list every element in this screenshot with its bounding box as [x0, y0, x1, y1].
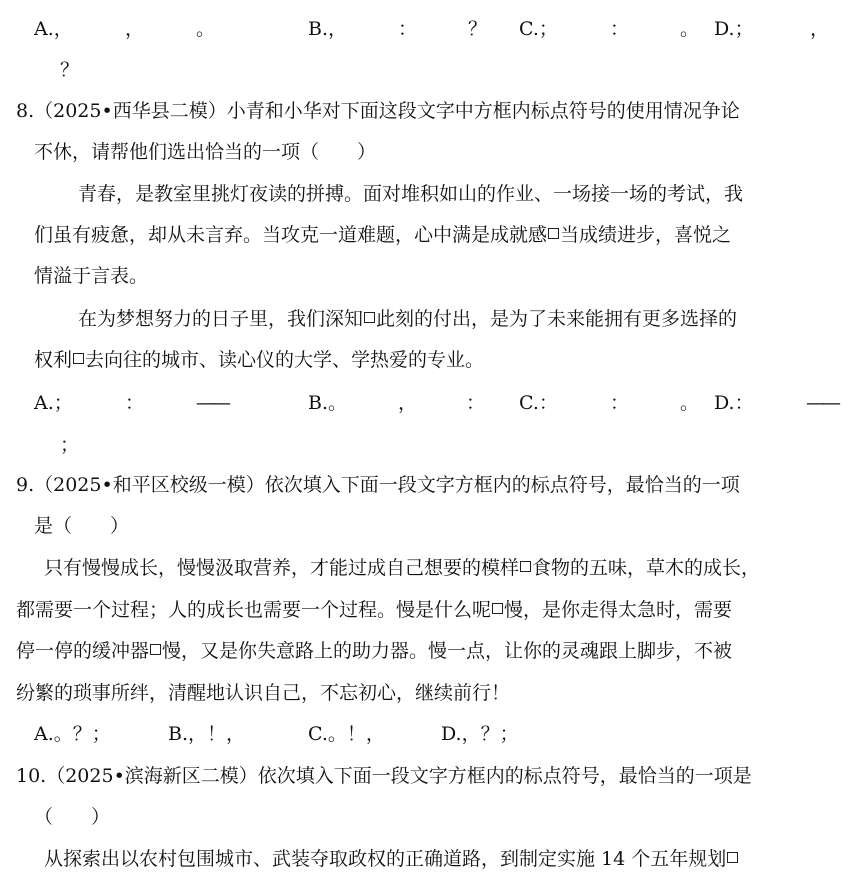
- blank-box: [150, 644, 161, 655]
- q8-option-c-p2: ：: [610, 392, 630, 414]
- q8-passage-p1-line3: 情溢于言表。: [34, 265, 149, 287]
- q7-option-b-p3: ？: [468, 18, 488, 40]
- q8-option-b[interactable]: B.。: [308, 392, 348, 414]
- q9-passage-line3: 停一停的缓冲器 慢，又是你失意路上的助力器。慢一点，让你的灵魂跟上脚步，不被: [16, 640, 733, 662]
- q9-option-c[interactable]: C.。！，: [308, 723, 385, 745]
- q7-option-d-p2: ，: [810, 18, 830, 40]
- q10-stem-line1: 10.（2025•滨海新区二模）依次填入下面一段文字方框内的标点符号，最恰当的一项是: [16, 765, 752, 787]
- q10-stem-line2: （ ）: [34, 806, 111, 828]
- q8-option-d-overflow: ；: [60, 434, 80, 456]
- blank-box: [548, 228, 559, 239]
- q9-passage-line1: 只有慢慢成长，慢慢汲取营养，才能过成自己想要的模样 食物的五味，草木的成长，: [44, 557, 761, 579]
- q8-passage-p1-line1: 青春，是教室里挑灯夜读的拼搏。面对堆积如山的作业、一场接一场的考试，我: [78, 183, 744, 205]
- q8-option-a-p2: ：: [125, 392, 145, 414]
- q8-passage-p2-line1: 在为梦想努力的日子里，我们深知 此刻的付出，是为了未来能拥有更多选择的: [78, 308, 738, 330]
- blank-box: [364, 312, 375, 323]
- q7-option-c-p3: 。: [680, 18, 700, 40]
- q9-stem-line1: 9.（2025•和平区校级一模）依次填入下面一段文字方框内的标点符号，最恰当的一项: [16, 474, 740, 496]
- q7-option-a-p3: 。: [196, 18, 216, 40]
- q7-option-d-overflow: ？: [60, 59, 80, 81]
- q9-option-b[interactable]: B.，！，: [168, 723, 246, 745]
- q9-option-d[interactable]: D.，？；: [441, 723, 519, 745]
- q9-passage-line2: 都需要一个过程；人的成长也需要一个过程。慢是什么呢 慢，是你走得太急时，需要: [16, 599, 733, 621]
- q8-option-d[interactable]: D.：: [714, 392, 754, 414]
- q7-option-b-p2: ：: [398, 18, 418, 40]
- q7-option-b[interactable]: B.，: [308, 18, 348, 40]
- q8-passage-p2-line2: 权利 去向往的城市、读心仪的大学、学热爱的专业。: [34, 349, 485, 371]
- q8-stem-line1: 8.（2025•西华县二模）小青和小华对下面这段文字中方框内标点符号的使用情况争论: [16, 100, 740, 122]
- q8-option-a[interactable]: A.；: [34, 392, 73, 414]
- q8-passage-p1-line2: 们虽有疲惫，却从未言弃。当攻克一道难题，心中满是成就感 当成绩进步，喜悦之: [34, 224, 732, 246]
- blank-box: [727, 852, 738, 863]
- q8-option-b-p3: ：: [466, 392, 486, 414]
- blank-box: [520, 561, 531, 572]
- q7-option-a-p2: ，: [125, 18, 145, 40]
- q7-option-d[interactable]: D.；: [714, 18, 754, 40]
- q10-passage-line1: 从探索出以农村包围城市、武装夺取政权的正确道路，到制定实施 14 个五年规划: [44, 846, 739, 872]
- q9-stem-line2: 是（ ）: [34, 515, 130, 537]
- q9-passage-line4: 纷繁的琐事所绊，清醒地认识自己，不忘初心，继续前行！: [16, 682, 511, 704]
- blank-box: [73, 353, 84, 364]
- q8-option-c-p3: 。: [680, 392, 700, 414]
- q8-option-a-p3: ——: [196, 392, 228, 414]
- q8-option-d-p3: ——: [806, 392, 838, 414]
- q8-stem-line2: 不休，请帮他们选出恰当的一项（ ）: [34, 141, 377, 163]
- q9-option-a[interactable]: A.。？；: [34, 723, 111, 745]
- q7-option-a[interactable]: A.，: [34, 18, 73, 40]
- q8-option-b-p2: ，: [398, 392, 418, 414]
- blank-box: [492, 603, 503, 614]
- q8-option-c[interactable]: C.：: [519, 392, 558, 414]
- q7-option-c-p2: ：: [610, 18, 630, 40]
- q7-option-c[interactable]: C.；: [519, 18, 558, 40]
